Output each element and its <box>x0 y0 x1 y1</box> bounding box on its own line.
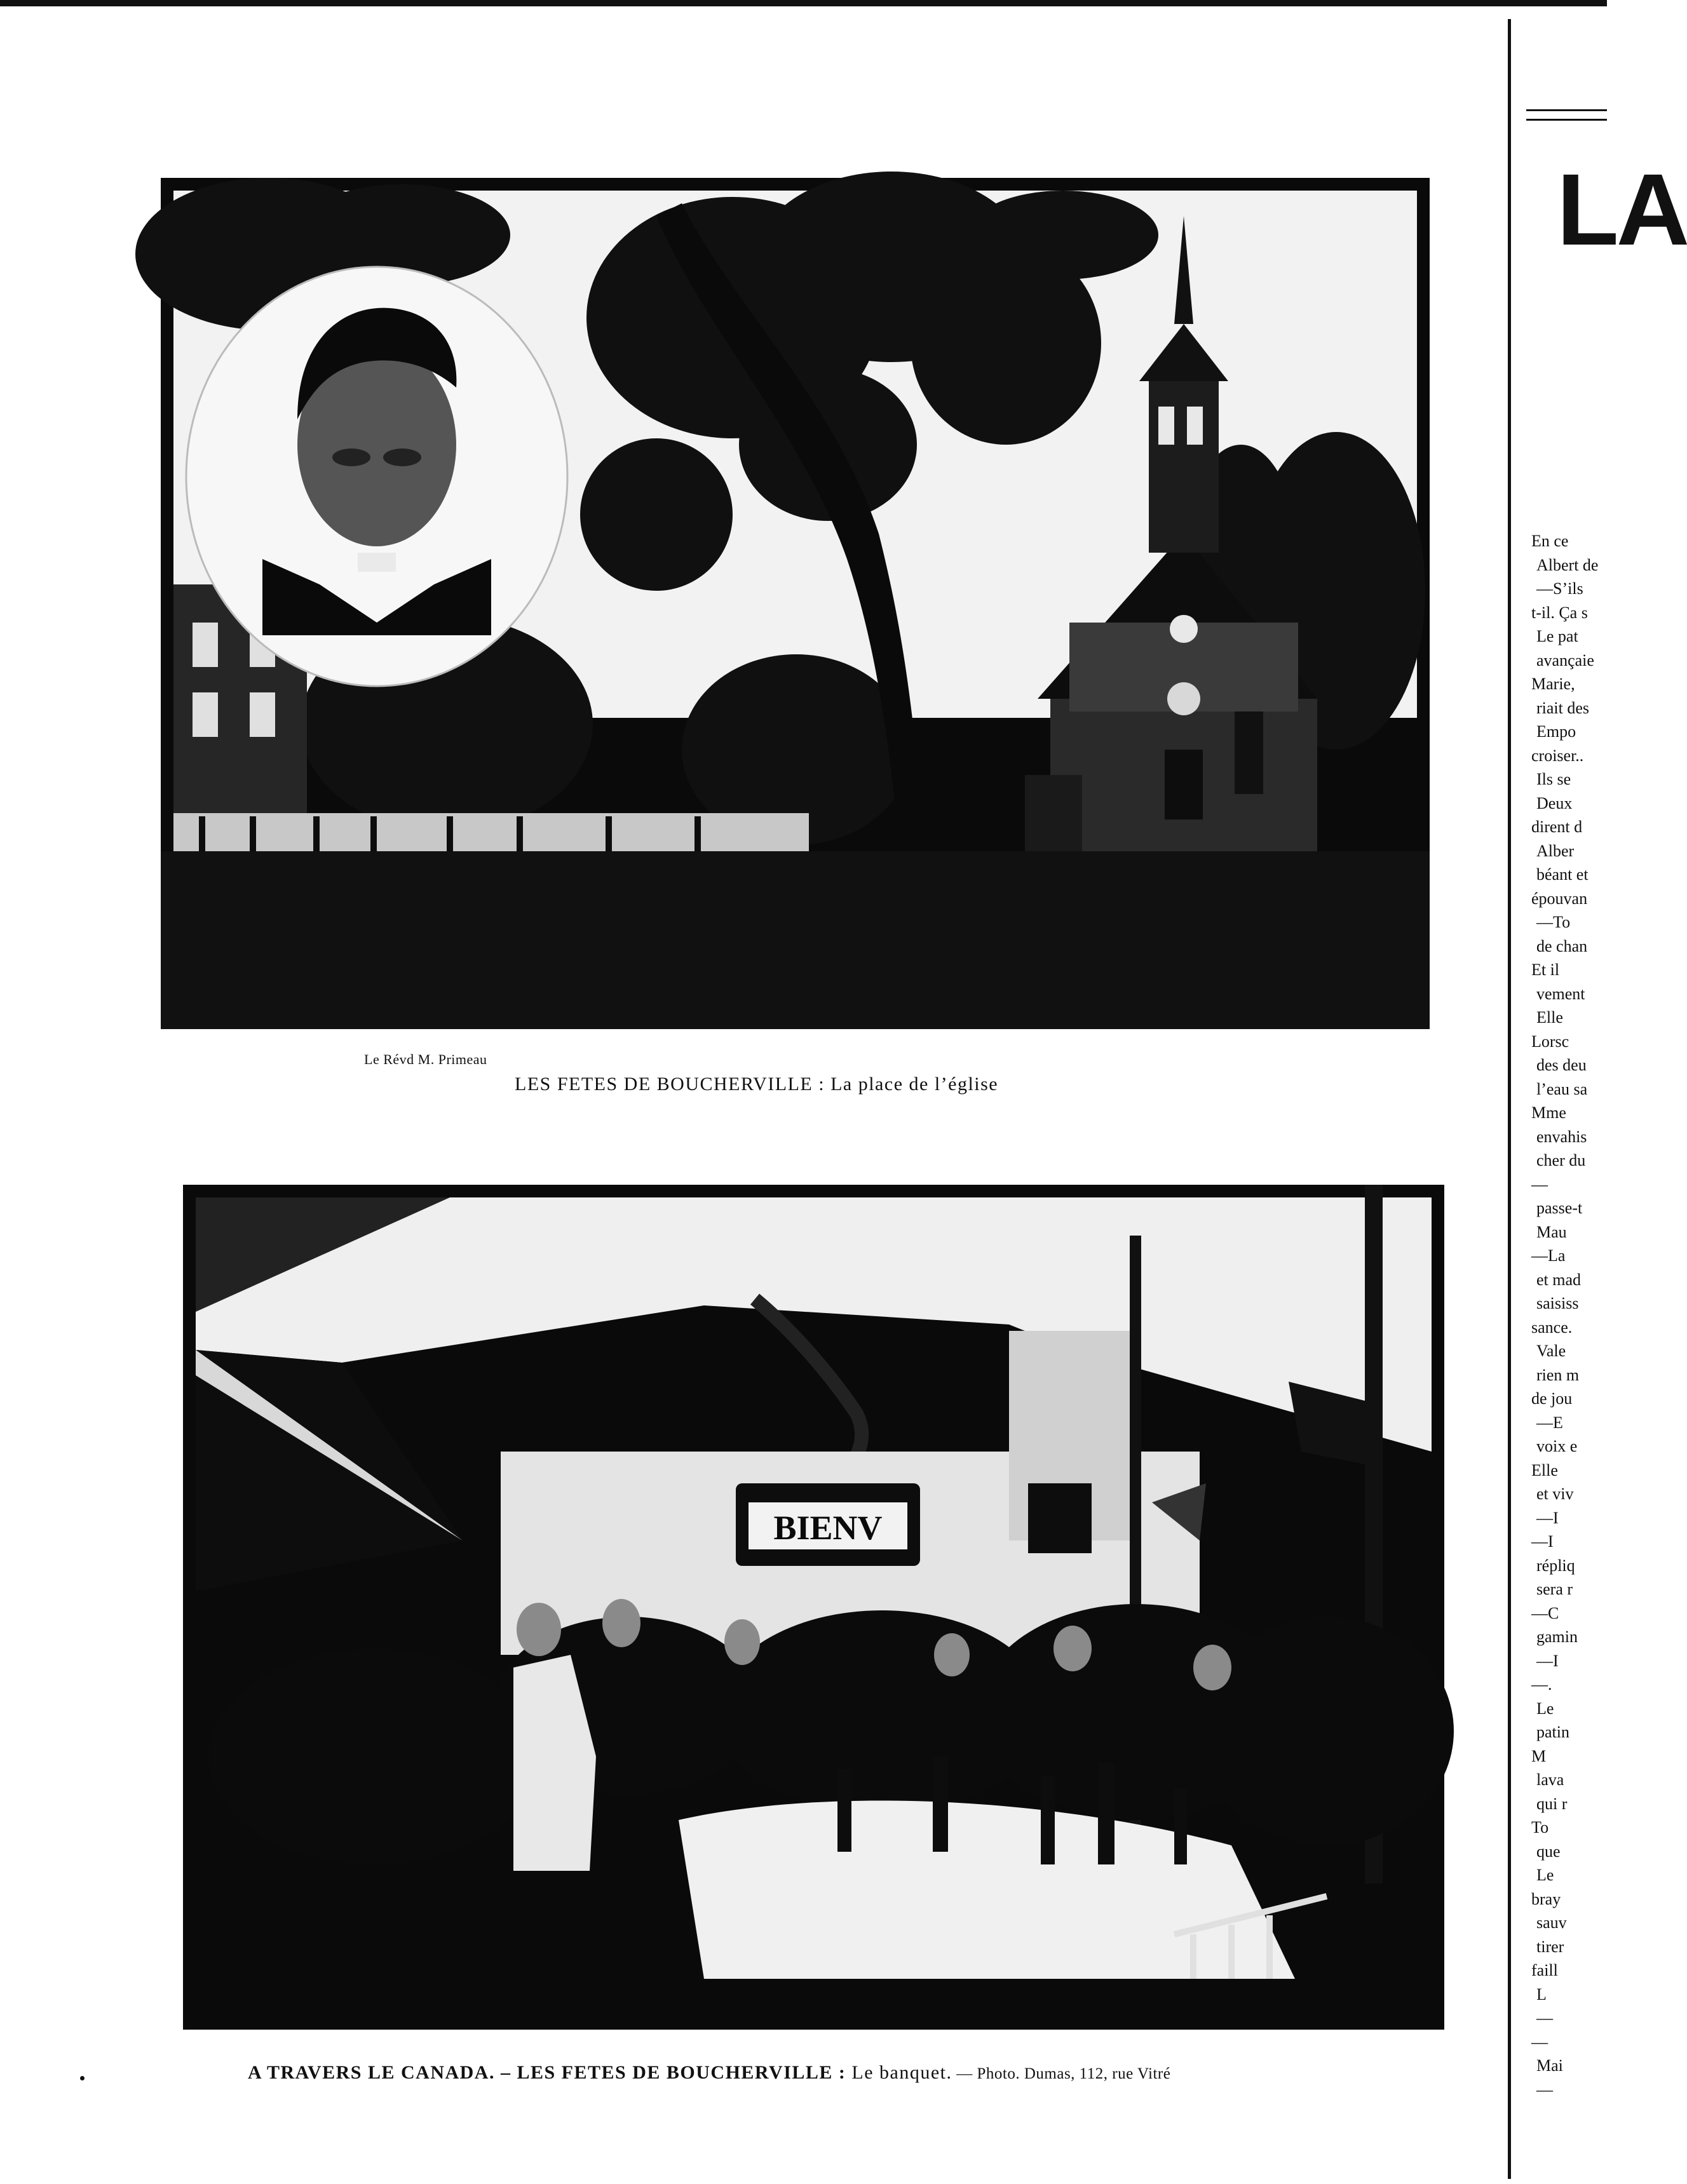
column-text-line: —S’ils <box>1536 579 1583 598</box>
column-text-line: — <box>1536 2009 1553 2027</box>
column-text-line: voix e <box>1536 1437 1578 1455</box>
photo-credit: — Photo. Dumas, 112, rue Vitré <box>952 2065 1171 2082</box>
bottom-caption-rest: Le banquet. <box>846 2062 952 2083</box>
column-text-line: répliq <box>1536 1556 1575 1575</box>
bottom-caption-lead: A TRAVERS LE CANADA. – LES FETES DE BOUCHERVILLE : <box>248 2062 846 2083</box>
column-text-line: sauv <box>1536 1913 1567 1932</box>
portrait-inset <box>186 267 567 686</box>
column-text-line: Lorsc <box>1531 1032 1569 1051</box>
column-text-line: Le pat <box>1536 627 1578 645</box>
column-text-line: —. <box>1531 1675 1552 1694</box>
column-text-line: Deux <box>1536 793 1573 812</box>
column-text-line: patin <box>1536 1723 1569 1741</box>
column-text-line: dirent d <box>1531 818 1583 836</box>
column-text-line: riait des <box>1536 698 1590 717</box>
column-text-line: —La <box>1531 1246 1566 1265</box>
column-text-line: sera r <box>1536 1580 1573 1598</box>
column-text-line: sance. <box>1531 1318 1573 1337</box>
column-text-line: To <box>1531 1818 1549 1837</box>
bottom-photo-caption <box>248 2062 1170 2084</box>
column-text-line: Empo <box>1536 722 1576 741</box>
column-text-line: cher du <box>1536 1151 1586 1170</box>
column-text-line: En ce <box>1531 532 1569 550</box>
column-text-line: Albert de <box>1536 555 1599 574</box>
column-text-line: Vale <box>1536 1342 1566 1360</box>
column-text-line: Elle <box>1531 1460 1558 1480</box>
column-text-line: de chan <box>1536 936 1588 955</box>
column-text-line: Alber <box>1536 841 1575 860</box>
column-text-line: Ils se <box>1536 770 1571 788</box>
column-text-line: vement <box>1536 984 1585 1003</box>
welcome-banner <box>736 1483 920 1566</box>
margin-bullet <box>80 2076 85 2080</box>
column-text-line: Mai <box>1536 2056 1563 2075</box>
column-text-line: envahis <box>1536 1127 1587 1146</box>
column-text-line: —To <box>1536 913 1571 931</box>
column-text-line: et mad <box>1536 1270 1582 1289</box>
column-text-line: des deu <box>1536 1056 1587 1074</box>
column-text-line: —E <box>1536 1413 1563 1432</box>
column-text-line: Mau <box>1536 1222 1567 1241</box>
column-text-line: et viv <box>1536 1485 1574 1503</box>
top-border-rule <box>0 0 1607 6</box>
masthead: LA <box>1557 152 1687 266</box>
column-text-line: —I <box>1531 1532 1554 1551</box>
column-text-line: passe-t <box>1536 1199 1583 1217</box>
column-text-line: —I <box>1536 1651 1559 1670</box>
church-square-illustration <box>161 178 1430 1029</box>
column-text-line: bray <box>1531 1889 1561 1908</box>
column-text-line: t-il. Ça s <box>1531 603 1588 622</box>
cropped-text-column <box>1531 530 1607 2131</box>
column-text-line: Le <box>1536 1699 1554 1718</box>
column-text-line: Marie, <box>1531 675 1575 693</box>
column-text-line: gamin <box>1536 1628 1578 1646</box>
column-text-line: épouvan <box>1531 889 1588 908</box>
column-text-line: rien m <box>1536 1365 1580 1384</box>
column-text-line: — <box>1536 2080 1553 2099</box>
column-text-line: croiser.. <box>1531 746 1584 765</box>
column-text-line: saisiss <box>1536 1294 1579 1312</box>
column-text-line: M <box>1531 1746 1547 1765</box>
column-text-line: — <box>1531 2032 1548 2051</box>
column-text-line: Mme <box>1531 1103 1566 1122</box>
column-text-line: lava <box>1536 1770 1564 1789</box>
masthead-rule <box>1526 109 1607 121</box>
column-text-line: —I <box>1536 1508 1559 1527</box>
column-divider <box>1508 19 1511 2179</box>
column-text-line: faill <box>1531 1961 1558 1979</box>
column-text-line: Elle <box>1536 1008 1563 1027</box>
portrait-caption: Le Révd M. Primeau <box>364 1051 487 1067</box>
column-text-line: qui r <box>1536 1794 1568 1813</box>
column-text-line: L <box>1536 1985 1547 2004</box>
column-text-line: Le <box>1536 1866 1554 1884</box>
top-photo-caption: LES FETES DE BOUCHERVILLE : La place de l’église <box>515 1074 999 1095</box>
column-text-line: l’eau sa <box>1536 1079 1588 1098</box>
column-text-line: avançaie <box>1536 650 1594 670</box>
banner-text: BIENV <box>773 1509 883 1547</box>
column-text-line: tirer <box>1536 1937 1564 1956</box>
column-text-line: que <box>1536 1842 1561 1861</box>
church-square-photo <box>161 178 1430 1029</box>
column-text-line: de jou <box>1531 1389 1573 1408</box>
column-text-line: béant et <box>1536 865 1589 884</box>
banquet-illustration <box>183 1185 1444 2030</box>
banquet-photo <box>183 1185 1444 2030</box>
column-text-line: Et il <box>1531 961 1560 979</box>
column-text-line: — <box>1531 1175 1548 1194</box>
column-text-line: —C <box>1531 1603 1559 1622</box>
